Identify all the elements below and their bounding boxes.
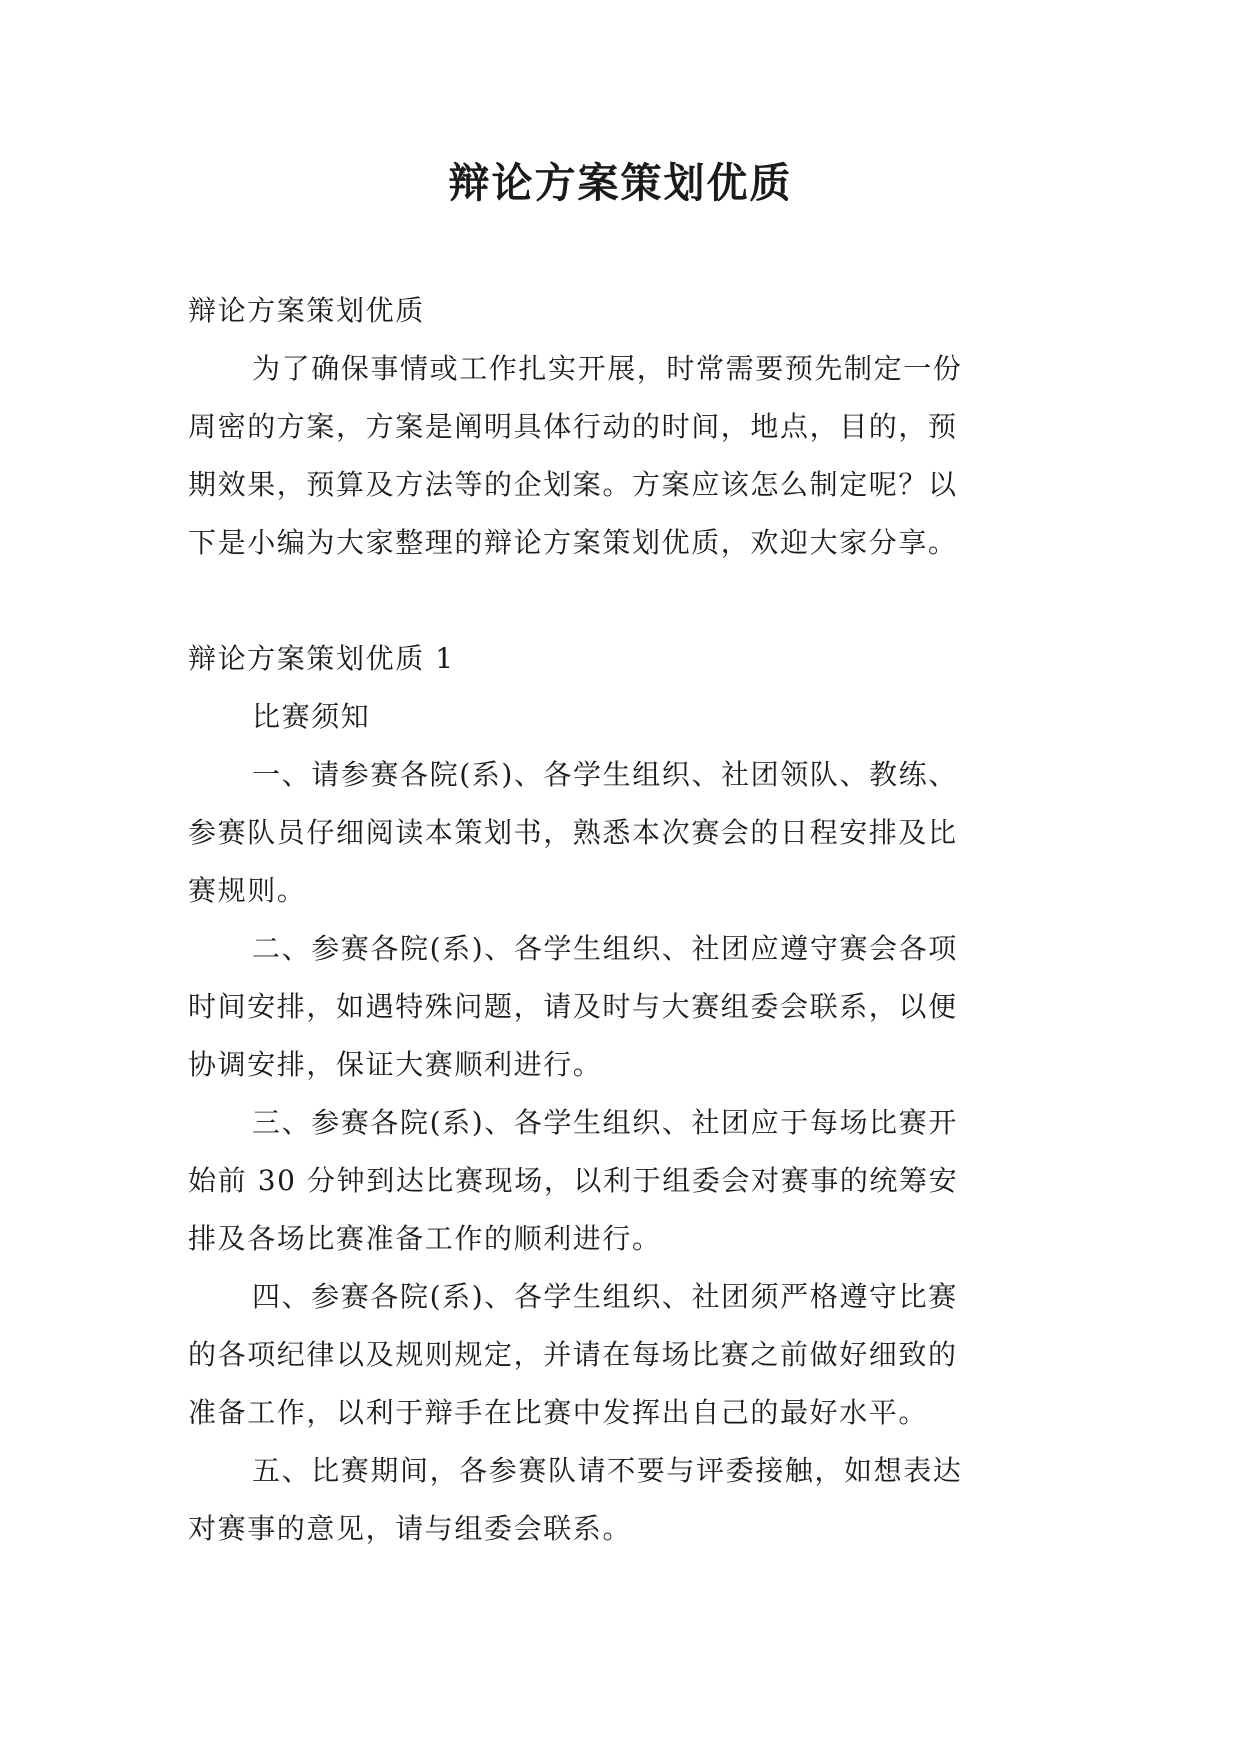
paragraph-line: 二、参赛各院(系)、各学生组织、社团应遵守赛会各项: [252, 932, 958, 965]
paragraph-line: 赛规则。: [188, 874, 307, 907]
paragraph-line: 协调安排，保证大赛顺利进行。: [188, 1048, 603, 1081]
notice-item-4: [188, 1268, 1060, 1442]
notice-item-3: [188, 1094, 1060, 1268]
paragraph-line: 期效果，预算及方法等的企划案。方案应该怎么制定呢？以: [188, 468, 958, 501]
paragraph-line: 周密的方案，方案是阐明具体行动的时间，地点，目的，预: [188, 410, 958, 443]
document-body: [188, 282, 1060, 1558]
paragraph-line: 四、参赛各院(系)、各学生组织、社团须严格遵守比赛: [252, 1280, 958, 1313]
paragraph-line: 的各项纪律以及规则规定，并请在每场比赛之前做好细致的: [188, 1338, 958, 1371]
section-heading: 辩论方案策划优质 1: [188, 642, 455, 675]
notice-item-2: [188, 920, 1060, 1094]
notice-item-5: [188, 1442, 1060, 1558]
paragraph-line: 对赛事的意见，请与组委会联系。: [188, 1512, 633, 1545]
paragraph-line: 参赛队员仔细阅读本策划书，熟悉本次赛会的日程安排及比: [188, 816, 958, 849]
paragraph-line: 为了确保事情或工作扎实开展，时常需要预先制定一份: [252, 352, 963, 385]
paragraph-line: 始前 30 分钟到达比赛现场，以利于组委会对赛事的统筹安: [188, 1164, 959, 1197]
paragraph-line: 下是小编为大家整理的辩论方案策划优质，欢迎大家分享。: [188, 526, 958, 559]
document-subtitle: 辩论方案策划优质: [188, 294, 425, 327]
paragraph-line: 五、比赛期间，各参赛队请不要与评委接触，如想表达: [252, 1454, 963, 1487]
notice-item-1: [188, 746, 1060, 920]
paragraph-line: 准备工作，以利于辩手在比赛中发挥出自己的最好水平。: [188, 1396, 929, 1429]
paragraph-line: 一、请参赛各院(系)、各学生组织、社团领队、教练、: [252, 758, 958, 791]
paragraph-line: 时间安排，如遇特殊问题，请及时与大赛组委会联系，以便: [188, 990, 958, 1023]
notice-heading: 比赛须知: [252, 700, 371, 733]
section-spacer: [188, 572, 1060, 630]
paragraph-line: 三、参赛各院(系)、各学生组织、社团应于每场比赛开: [252, 1106, 958, 1139]
paragraph-line: 排及各场比赛准备工作的顺利进行。: [188, 1222, 662, 1255]
document-title: 辩论方案策划优质: [448, 159, 793, 207]
intro-paragraph: [188, 340, 1060, 572]
